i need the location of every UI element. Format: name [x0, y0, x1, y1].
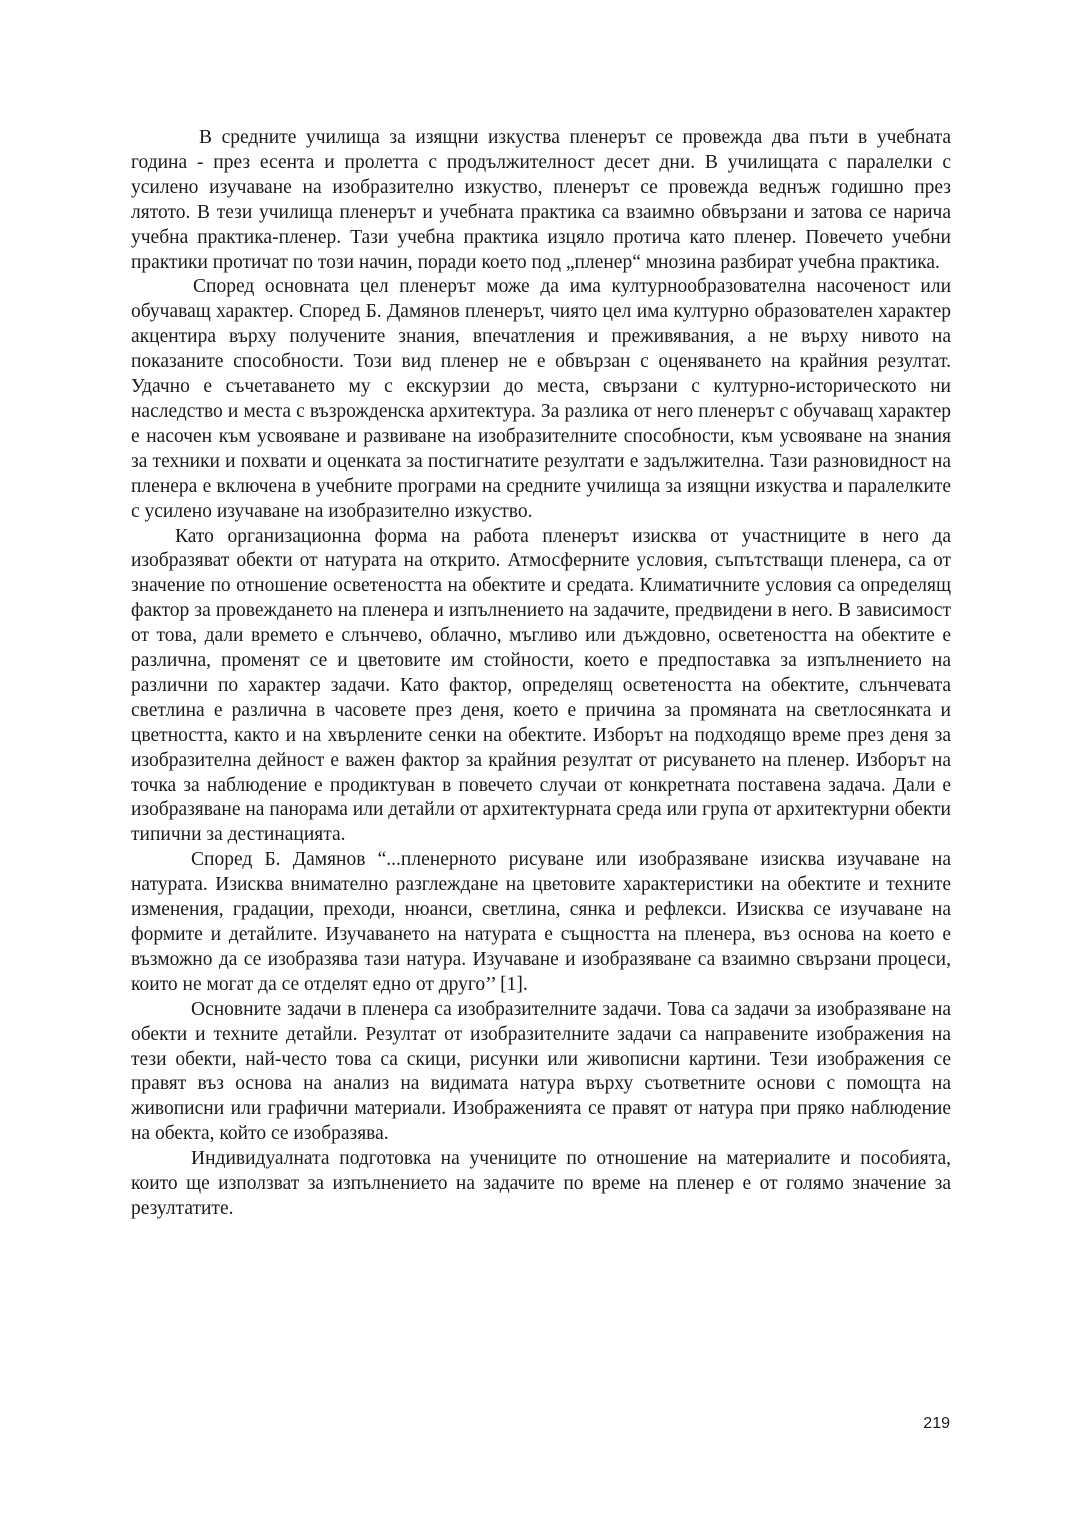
paragraph: Като организационна форма на работа пленерът изисква от участниците в него да изобразяват обекти от натурата на открито. Атмосферните условия, съпътстващи пленера, са от значение по отношение осветеността на обектите и средата. Климатичните условия са определящ фактор за провеждането на пленера и изпълнението на задачите, предвидени в него. В зависимост от това, дали времето е слънчево, облачно, мъгливо или дъждовно, осветеността на обектите е различна, променят се и цветовите им стойности, което е предпоставка за изпълнението на различни по характер задачи. Като фактор, определящ осветеността на обектите, слънчевата светлина е различна в часовете през деня, което е причина за промяната на светлосянката и цветността, както и на хвърлените сенки на обектите. Изборът на подходящо време през деня за изобразителна дейност е важен фактор за крайния резултат от рисуването на пленер. Изборът на точка за наблюдение е продиктуван в повечето случаи от конкретната поставена задача. Дали е изобразяване на панорама или детайли от архитектурната среда или група от архитектурни обекти типични за дестинацията.	[131, 525, 951, 846]
document-body	[131, 126, 951, 1222]
paragraph: Според Б. Дамянов “...пленерното рисуване или изобразяване изисква изучаване на натурата. Изисква внимателно разглеждане на цветовите характеристики на обектите и техните изменения, градации, преходи, нюанси, светлина, сянка и рефлекси. Изисква се изучаване на формите и детайлите. Изучаването на натурата е същността на пленера, въз основа на което е възможно да се изобразява тази натура. Изучаване и изобразяване са взаимно свързани процеси, които не могат да се отделят едно от друго’’ [1].	[131, 849, 951, 995]
page-number: 219	[923, 1415, 950, 1432]
paragraph: Основните задачи в пленера са изобразителните задачи. Това са задачи за изобразяване на обекти и техните детайли. Резултат от изобразителните задачи са направените изображения на тези обекти, най-често това са скици, рисунки или живописни картини. Тези изображения се правят въз основа на анализ на видимата натура върху съответните основи с помощта на живописни или графични материали. Изображенията се правят от натура при пряко наблюдение на обекта, който се изобразява.	[131, 998, 951, 1145]
paragraph: Индивидуалната подготовка на учениците по отношение на материалите и пособията, които ще използват за изпълнението на задачите по време на пленер е от голямо значение за резултатите.	[131, 1148, 951, 1219]
paragraph: В средните училища за изящни изкуства пленерът се провежда два пъти в учебната година - през есента и пролетта с продължителност десет дни. В училищата с паралелки с усилено изучаване на изобразително изкуство, пленерът се провежда веднъж годишно през лятото. В тези училища пленерът и учебната практика са взаимно обвързани и затова се нарича учебна практика-пленер. Тази учебна практика изцяло протича като пленер. Повечето учебни практики протичат по този начин, поради което под „пленер“ мнозина разбират учебна практика.	[131, 127, 951, 273]
paragraph: Според основната цел пленерът може да има културнообразователна насоченост или обучаващ характер. Според Б. Дамянов пленерът, чиято цел има културно образователен характер акцентира върху получените знания, впечатления и преживявания, а не върху нивото на показаните способности. Този вид пленер не е обвързан с оценяването на крайния резултат. Удачно е съчетаването му с екскурзии до места, свързани с културно-историческото ни наследство и места с възрожденска архитектура. За разлика от него пленерът с обучаващ характер е насочен към усвояване и развиване на изобразителните способности, към усвояване на знания за техники и похвати и оценката за постигнатите резултати е задължителна. Тази разновидност на пленера е включена в учебните програми на средните училища за изящни изкуства и паралелките с усилено изучаване на изобразително изкуство.	[131, 276, 951, 522]
